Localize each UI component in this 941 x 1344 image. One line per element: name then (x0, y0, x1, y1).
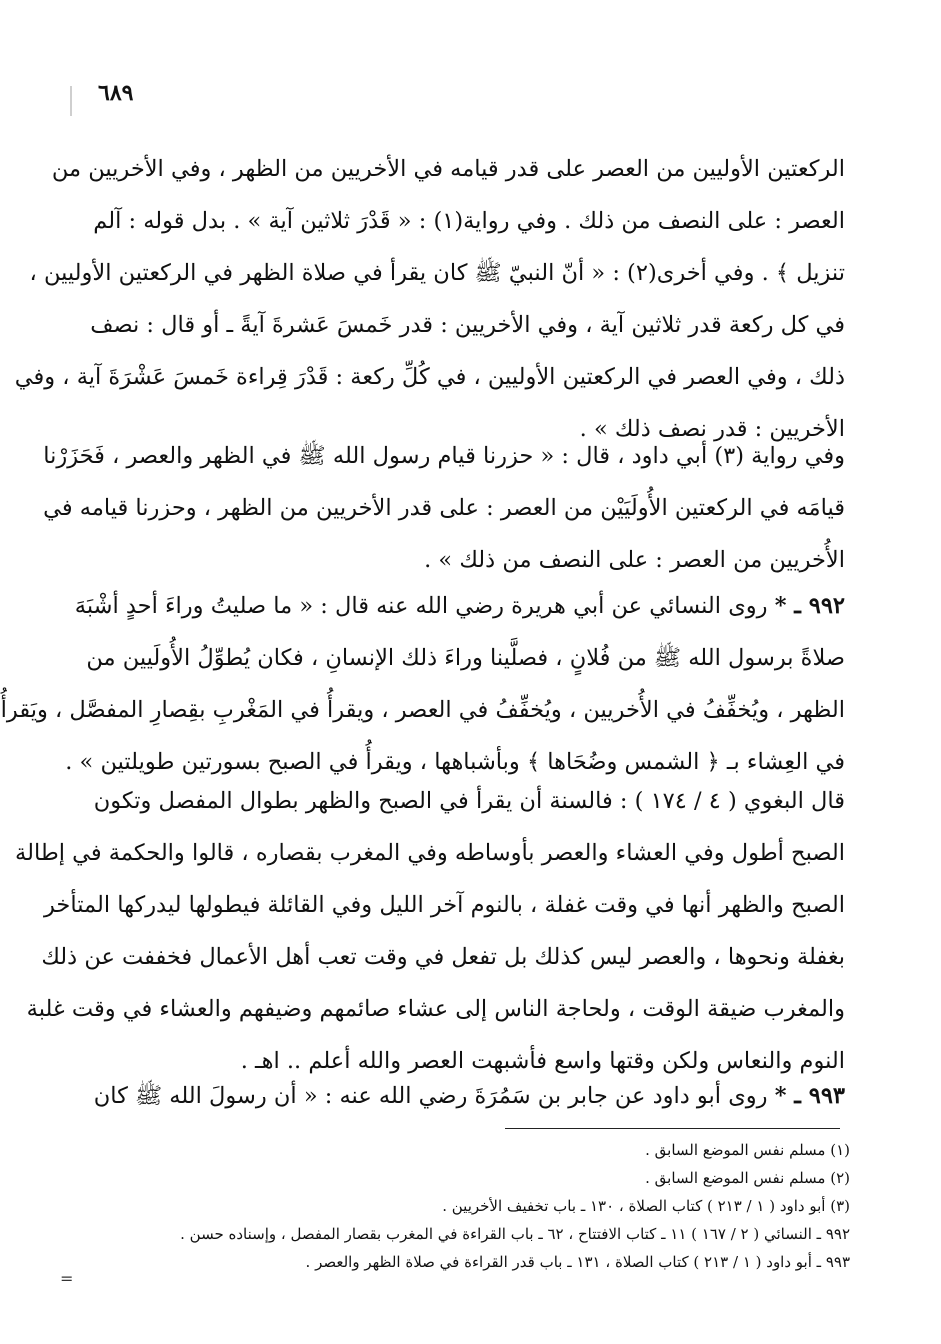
text-line: وفي رواية (٣) أبي داود ، قال : « حزرنا قيام رسول الله ﷺ في الظهر والعصر ، فَحَزَرْنا (43, 443, 845, 469)
text-line: صلاةً برسول الله ﷺ من فُلانٍ ، فصلَّينا وراءَ ذلك الإنسانِ ، فكان يُطوِّلُ الأُولَيين من (86, 645, 845, 671)
hadith-number: ٩٩٣ ـ * (774, 1083, 845, 1109)
edge-mark: = (60, 1269, 74, 1288)
text-line: الصبح والظهر أنها في وقت غفلة ، بالنوم آخر الليل وفي القائلة فيطولها ليدركها المتأخر (44, 892, 845, 918)
hadith-992 (0, 580, 845, 788)
footnotes (60, 1136, 850, 1276)
text-line: الركعتين الأوليين من العصر على قدر قيامه في الأخريين من الظهر ، وفي الأخريين من (51, 156, 845, 182)
text-line: الصبح أطول وفي العشاء والعصر بأوساطه وفي المغرب بقصاره ، قالوا والحكمة في إطالة (15, 840, 845, 866)
text-line: الأُخريين من العصر : على النصف من ذلك » . (424, 547, 845, 573)
footnote: (٣) أبو داود ( ١ / ٢١٣ ) كتاب الصلاة ، ١٣٠ ـ باب تخفيف الأخريين . (442, 1197, 850, 1215)
baghawi-commentary (15, 775, 845, 1087)
text-line: ذلك ، وفي العصر في الركعتين الأوليين ، في كُلِّ ركعة : قَدْرَ قِراءة خَمسَ عَشْرَةَ آية ، وفي (14, 364, 845, 390)
text-line-content: روى أبو داود عن جابر بن سَمُرَةَ رضي الله عنه : « أن رسولَ الله ﷺ كان (93, 1083, 768, 1109)
paragraph-2 (43, 430, 845, 586)
text-line: قال البغوي ( ٤ / ١٧٤ ) : فالسنة أن يقرأ في الصبح والظهر بطوال المفصل وتكون (93, 788, 845, 814)
text-line: بغفلة ونحوها ، والعصر ليس كذلك بل تفعل في وقت تعب أهل الأعمال فخففت عن ذلك (41, 944, 845, 970)
text-line: الأخريين : قدر نصف ذلك » . (579, 416, 845, 442)
text-line: الظهر ، ويُخفِّفُ في الأُخريين ، ويُخفِّفُ في العصر ، ويقرأُ في المَغْربِ بقِصارِ المفصَّل ، ويَقرأُ (0, 697, 845, 723)
text-line (74, 580, 845, 632)
text-line: قيامَه في الركعتين الأُولَيَيْن من العصر : على قدر الأخريين من الظهر ، وحزرنا قيامه في (43, 495, 845, 521)
footnote: (٢) مسلم نفس الموضع السابق . (645, 1169, 850, 1187)
footnote: (١) مسلم نفس الموضع السابق . (645, 1141, 850, 1159)
footnote: ٩٩٣ ـ أبو داود ( ١ / ٢١٣ ) كتاب الصلاة ، ١٣١ ـ باب قدر القراءة في صلاة الظهر والعصر . (305, 1253, 850, 1271)
paragraph-1 (14, 143, 845, 455)
footnote: ٩٩٢ ـ النسائي ( ٢ / ١٦٧ ) ١١ ـ كتاب الافتتاح ، ٦٢ ـ باب القراءة في المغرب بقصار المفصل ، وإسناده حسن . (180, 1225, 850, 1243)
footnote-divider (505, 1128, 840, 1129)
text-line: في العِشاء بـ ﴿ الشمس وضُحَاها ﴾ وبأشباهها ، ويقرأُ في الصبح بسورتين طويلتين » . (65, 749, 845, 775)
text-line: النوم والنعاس ولكن وقتها واسع فأشبهت العصر والله أعلم .. اهـ . (240, 1048, 845, 1074)
scan-mark (70, 86, 72, 116)
text-line: في كل ركعة قدر ثلاثين آية ، وفي الأخريين : قدر خَمسَ عَشرةَ آيةً ـ أو قال : نصف (90, 312, 845, 338)
hadith-993 (93, 1070, 845, 1122)
text-line-content: روى النسائي عن أبي هريرة رضي الله عنه قال : « ما صليتُ وراءَ أحدٍ أشْبَهَ (74, 593, 768, 619)
text-line: العصر : على النصف من ذلك . وفي رواية(١) : « قَدْرَ ثلاثين آية » . بدل قوله : آلم (93, 208, 845, 234)
hadith-number: ٩٩٢ ـ * (774, 593, 845, 619)
text-line (93, 1070, 845, 1122)
page-number: ٦٨٩ (98, 80, 134, 106)
text-line: والمغرب ضيقة الوقت ، ولحاجة الناس إلى عشاء صائمهم وضيفهم والعشاء في وقت غلبة (26, 996, 845, 1022)
text-line: تنزيل ﴾ . وفي أخرى(٢) : « أنّ النبيّ ﷺ كان يقرأ في صلاة الظهر في الركعتين الأوليين ، (29, 260, 845, 286)
